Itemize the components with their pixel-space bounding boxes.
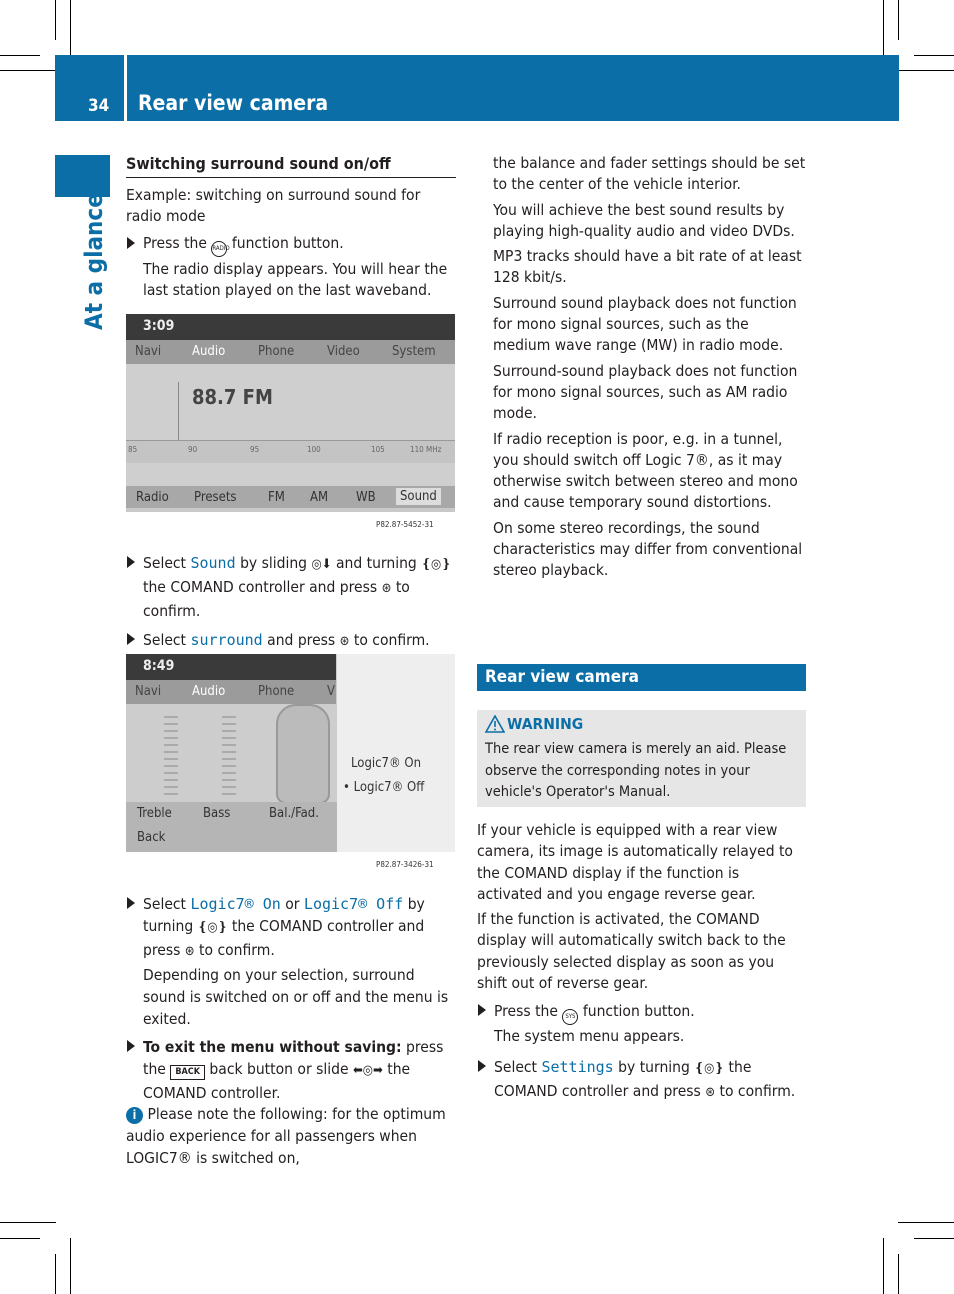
page-number: 34 xyxy=(88,96,110,116)
crop-mark xyxy=(883,1238,884,1294)
tab-phone: Phone xyxy=(258,684,295,699)
softkey-bass: Bass xyxy=(203,806,231,821)
scale-100: 100 xyxy=(307,445,321,454)
paragraph: If the function is activated, the COMAND display will automatically switch back to the previously selected display as soon as you shift out of reverse gear. xyxy=(477,910,786,993)
crop-mark xyxy=(898,70,954,71)
softkey-balfad: Bal./Fad. xyxy=(269,806,319,821)
menu-item-surround: surround xyxy=(190,631,263,649)
step-result: The system menu appears. xyxy=(494,1027,685,1046)
tab-phone: Phone xyxy=(258,344,295,359)
controller-turn-icon: ❴◎❵ xyxy=(694,1061,725,1077)
crop-mark xyxy=(55,1254,56,1294)
step-press-radio: Press the RADIO function button. The radio display appears. You will hear the last station played on the last waveband. xyxy=(126,233,456,301)
softkey-treble: Treble xyxy=(137,806,172,821)
crop-mark xyxy=(898,0,899,40)
step-arrow-icon xyxy=(127,237,135,249)
menu-item-logic7-on: Logic7® On xyxy=(190,895,281,913)
step-result: The radio display appears. You will hear the last station played on the last waveband. xyxy=(143,260,448,299)
paragraph: MP3 tracks should have a bit rate of at least 128 kbit/s. xyxy=(493,247,802,287)
softkey-am: AM xyxy=(310,490,329,505)
controller-press-icon: ⊛ xyxy=(339,634,350,649)
intro-text: Example: switching on surround sound for radio mode xyxy=(126,186,421,225)
radio-display-image xyxy=(126,314,455,512)
softkey-fm: FM xyxy=(268,490,285,505)
step-arrow-icon xyxy=(127,897,135,909)
option-logic7-off: • Logic7® Off xyxy=(343,780,425,795)
controller-press-icon: ⊛ xyxy=(381,581,392,596)
car-balance-icon xyxy=(276,704,330,804)
tab-navi: Navi xyxy=(135,344,162,359)
controller-press-icon: ⊛ xyxy=(184,944,195,959)
menu-item-sound: Sound xyxy=(190,554,236,572)
equalizer-treble xyxy=(164,716,178,796)
step-arrow-icon xyxy=(478,1004,486,1016)
back-button-icon: BACK xyxy=(170,1065,205,1080)
right-column xyxy=(493,153,807,586)
tab-audio: Audio xyxy=(192,684,226,699)
info-icon: i xyxy=(126,1107,143,1124)
warning-text: The rear view camera is merely an aid. Please observe the corresponding notes in your vehicle's Operator's Manual. xyxy=(485,741,787,800)
softkey-wb: WB xyxy=(356,490,376,505)
controller-turn-icon: ❴◎❵ xyxy=(421,557,452,572)
crop-mark xyxy=(0,70,56,71)
scale-95: 95 xyxy=(250,445,260,454)
option-logic7-on: Logic7® On xyxy=(351,756,422,771)
crop-mark xyxy=(0,55,40,56)
scale-105: 105 xyxy=(371,445,385,454)
crop-mark xyxy=(55,0,56,40)
menu-item-logic7-off: Logic7® Off xyxy=(303,895,404,913)
paragraph: On some stereo recordings, the sound characteristics may differ from conventional stereo playback. xyxy=(493,518,803,580)
menu-item-settings: Settings xyxy=(541,1058,614,1077)
equalizer-bass xyxy=(222,716,236,796)
left-steps-3 xyxy=(126,887,456,1104)
right-body xyxy=(477,820,807,1104)
step-select-surround: Select surround and press ⊛ to confirm. xyxy=(126,629,456,653)
tab-v: V xyxy=(327,684,335,699)
crop-mark xyxy=(914,1238,954,1239)
paragraph: You will achieve the best sound results by playing high-quality audio and video DVDs. xyxy=(493,200,795,240)
header-divider xyxy=(124,55,127,121)
scale-90: 90 xyxy=(188,445,198,454)
left-steps-2 xyxy=(126,546,456,653)
softkey-presets: Presets xyxy=(194,490,237,505)
warning-title: WARNING xyxy=(507,715,584,733)
options-panel xyxy=(337,654,455,852)
crop-mark xyxy=(0,1222,56,1223)
step-press-system: Press the SYS function button. The system menu appears. xyxy=(477,1000,807,1048)
side-tab-label: At a glance xyxy=(80,193,108,330)
paragraph: Surround-sound playback does not function for mono signal sources, such as AM radio mode. xyxy=(493,361,798,423)
paragraph: Surround sound playback does not function for mono signal sources, such as the medium wave range (MW) in radio mode. xyxy=(493,293,797,355)
crop-mark xyxy=(898,1254,899,1294)
clock: 3:09 xyxy=(143,318,175,334)
crop-mark xyxy=(914,55,954,56)
softkey-back: Back xyxy=(137,830,166,845)
system-button-icon: SYS xyxy=(562,1009,578,1025)
info-note: i Please note the following: for the optimum audio experience for all passengers when LOGIC7® is switched on, xyxy=(126,1105,446,1167)
image-caption: P82.87-3426-31 xyxy=(376,860,434,869)
paragraph: If radio reception is poor, e.g. in a tunnel, you should switch off Logic 7®, as it may otherwise switch between stereo and mono and cause temporary sound distortions. xyxy=(493,429,798,512)
image-caption: P82.87-5452-31 xyxy=(376,520,434,529)
step-arrow-icon xyxy=(127,556,135,568)
crop-mark xyxy=(883,0,884,56)
crop-mark xyxy=(898,1222,954,1223)
frequency-scale xyxy=(126,440,455,463)
radio-button-icon: RADIO xyxy=(211,241,227,257)
page-title: Rear view camera xyxy=(138,91,329,115)
status-bar xyxy=(126,314,455,340)
tab-video: Video xyxy=(327,344,360,359)
softkey-radio: Radio xyxy=(136,490,169,505)
tab-navi: Navi xyxy=(135,684,162,699)
paragraph: the balance and fader settings should be set to the center of the vehicle interior. xyxy=(493,154,806,194)
surround-display-image xyxy=(126,654,455,852)
crop-mark xyxy=(70,0,71,56)
tab-system: System xyxy=(392,344,436,359)
left-column xyxy=(126,153,456,301)
step-result: Depending on your selection, surround sound is switched on or off and the menu is exited. xyxy=(143,966,449,1028)
clock: 8:49 xyxy=(143,658,175,674)
scale-85: 85 xyxy=(128,445,138,454)
paragraph: If your vehicle is equipped with a rear view camera, its image is automatically relayed to the COMAND display if the function is activated and you engage reverse gear. xyxy=(477,821,793,903)
step-exit-without-saving: To exit the menu without saving: press the BACK back button or slide ⬅◎➡ the COMAND controller. xyxy=(126,1036,456,1104)
softkey-sound: Sound xyxy=(396,488,441,505)
step-arrow-icon xyxy=(127,633,135,645)
controller-slide-icon: ⬅◎➡ xyxy=(353,1063,383,1078)
step-arrow-icon xyxy=(127,1040,135,1052)
step-select-settings: Select Settings by turning ❴◎❵ the COMAND controller and press ⊛ to confirm. xyxy=(477,1056,807,1104)
side-tab-marker xyxy=(55,155,110,197)
controller-slide-icon: ◎⬇ xyxy=(311,557,332,572)
controller-turn-icon: ❴◎❵ xyxy=(197,920,228,935)
controller-press-icon: ⊛ xyxy=(705,1085,716,1101)
section-title-bar: Rear view camera xyxy=(477,664,806,691)
crop-mark xyxy=(0,1238,40,1239)
section-heading: Switching surround sound on/off xyxy=(126,153,456,178)
display-area xyxy=(126,364,455,489)
step-select-logic7: Select Logic7® On or Logic7® Off by turning ❴◎❵ the COMAND controller and press ⊛ to confirm. Depending on your selection, surround sound is switched on or off and the menu is exited. xyxy=(126,893,456,1030)
step-arrow-icon xyxy=(478,1060,486,1072)
frequency: 88.7 FM xyxy=(192,385,273,409)
step-select-sound: Select Sound by sliding ◎⬇ and turning ❴◎❵ the COMAND controller and press ⊛ to confirm. xyxy=(126,552,456,623)
tab-audio: Audio xyxy=(192,344,226,359)
crop-mark xyxy=(70,1238,71,1294)
scale-110: 110 MHz xyxy=(410,445,442,454)
warning-triangle-icon xyxy=(485,715,505,733)
